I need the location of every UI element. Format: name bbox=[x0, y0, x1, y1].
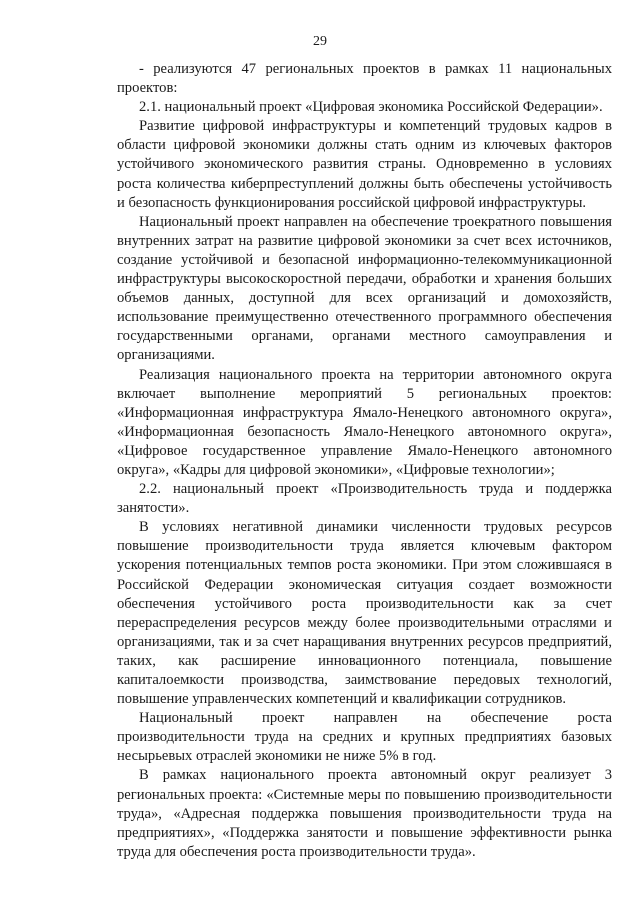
paragraph: В условиях негативной динамики численности трудовых ресурсов повышение производительности труда является ключевым фактором ускорения потенциальных темпов роста экономики. При этом сложившаяся в Российской Федерации экономическая ситуация создает возможности обеспечения устойчивого роста производительности как за счет перераспределения ресурсов между более производительными отраслями и организациями, так и за счет наращивания внутренних ресурсов предприятий, таких, как расширение инновационного потенциала, повышение капиталоемкости производства, заимствование передовых технологий, повышение управленческих компетенций и квалификации сотрудников. bbox=[117, 519, 612, 708]
paragraph: - реализуются 47 региональных проектов в рамках 11 национальных проектов: bbox=[117, 61, 612, 97]
document-body bbox=[117, 60, 612, 862]
paragraph: Национальный проект направлен на обеспечение троекратного повышения внутренних затрат на развитие цифровой экономики за счет всех источников, создание устойчивой и безопасной информационно-телекоммуникационной инфраструктуры высокоскоростной передачи, обработки и хранения больших объемов данных, доступной для всех организаций и домохозяйств, использование преимущественно отечественного программного обеспечения государственными органами, органами местного самоуправления и организациями. bbox=[117, 213, 612, 364]
paragraph: Национальный проект направлен на обеспечение роста производительности труда на средних и крупных предприятиях базовых несырьевых отраслей экономики не ниже 5% в год. bbox=[117, 710, 612, 765]
paragraph: 2.1. национальный проект «Цифровая экономика Российской Федерации». bbox=[139, 99, 603, 116]
paragraph: Развитие цифровой инфраструктуры и компетенций трудовых кадров в области цифровой экономики должны стать одним из ключевых факторов устойчивого экономического развития страны. Одновременно в условиях роста количества киберпреступлений должны быть обеспечены устойчивость и безопасность функционирования российской цифровой инфраструктуры. bbox=[117, 118, 612, 211]
paragraph: Реализация национального проекта на территории автономного округа включает выполнение мероприятий 5 региональных проектов: «Информационная инфраструктура Ямало-Ненецкого автономного округа», «Информационная безопасность Ямало-Ненецкого автономного округа», «Цифровое государственное управление Ямало-Ненецкого автономного округа», «Кадры для цифровой экономики», «Цифровые технологии»; bbox=[117, 366, 612, 478]
paragraph: В рамках национального проекта автономный округ реализует 3 региональных проекта: «Системные меры по повышению производительности труда», «Адресная поддержка повышения производительности труда на предприятиях», «Поддержка занятости и повышение эффективности рынка труда для обеспечения роста производительности труда». bbox=[117, 767, 612, 860]
paragraph: 2.2. национальный проект «Производительность труда и поддержка занятости». bbox=[117, 481, 612, 517]
page-number: 29 bbox=[313, 34, 327, 49]
